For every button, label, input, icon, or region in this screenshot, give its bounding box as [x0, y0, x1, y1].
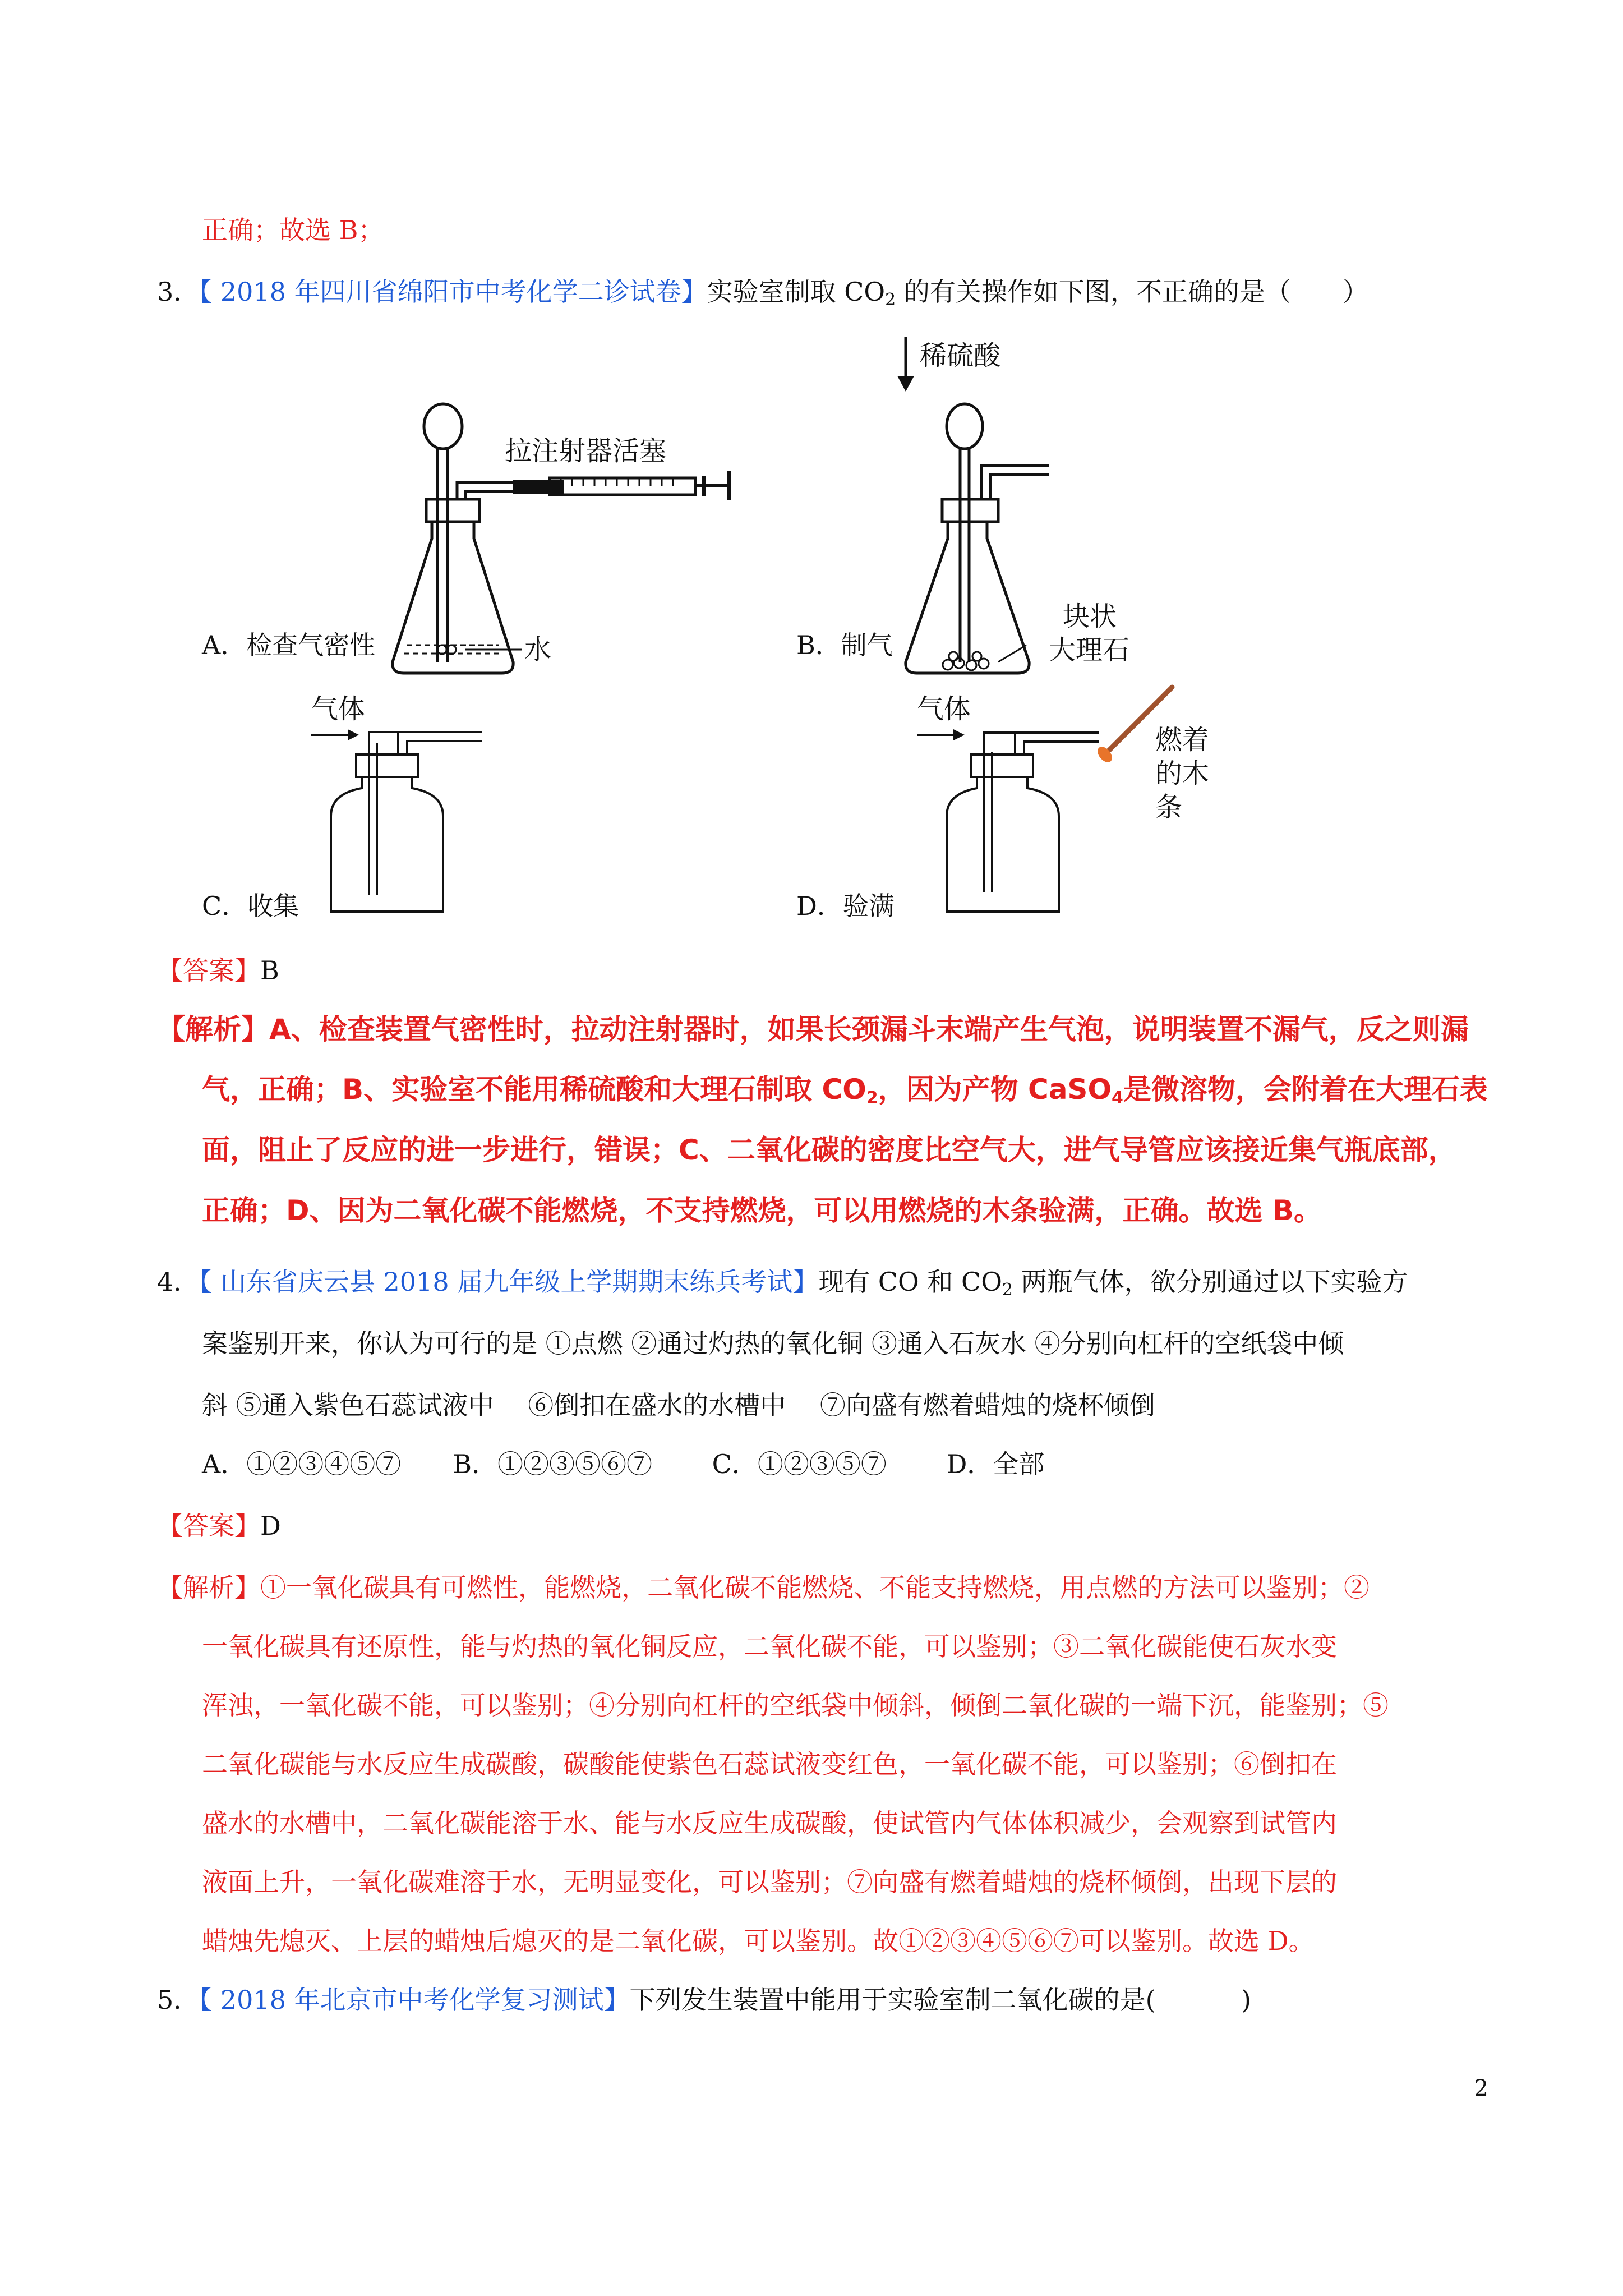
q4-analysis-line-6: 液面上升，一氧化碳难溶于水，无明显变化，可以鉴别；⑦向盛有燃着蜡烛的烧杯倾倒，出现下层的 [202, 1867, 1337, 1897]
fig-d-gas-label: 气体 [917, 693, 971, 725]
fig-d-stick-label-3: 条 [1155, 792, 1183, 823]
q4-answer: 【答案】D [157, 1511, 281, 1541]
q4-analysis-line-7: 蜡烛先熄灭、上层的蜡烛后熄灭的是二氧化碳，可以鉴别。故①②③④⑤⑥⑦可以鉴别。故选 D。 [202, 1926, 1315, 1956]
q4-analysis-line-3: 浑浊，一氧化碳不能，可以鉴别；④分别向杠杆的空纸袋中倾斜，倾倒二氧化碳的一端下沉，能鉴别；⑤ [202, 1690, 1389, 1720]
q4-analysis-line-4: 二氧化碳能与水反应生成碳酸，碳酸能使紫色石蕊试液变红色，一氧化碳不能，可以鉴别；⑥倒扣在 [202, 1749, 1337, 1779]
q4-analysis-line-1: 【解析】①一氧化碳具有可燃性，能燃烧，二氧化碳不能燃烧、不能支持燃烧，用点燃的方法可以鉴别；② [157, 1572, 1370, 1603]
fig-b-acid-label: 稀硫酸 [920, 340, 1001, 371]
fig-d-stick-label-2: 的木 [1155, 758, 1210, 789]
option-b-label: B．制气 [796, 630, 893, 660]
q3-stem: 3．【 2018 年四川省绵阳市中考化学二诊试卷】实验室制取 $CO_2$ 的有关操作如下图，不正确的是（ ） [157, 277, 1368, 310]
q5-number: 5． [157, 1985, 200, 2015]
figure-d-verification [909, 679, 1256, 926]
q4-stem-line-1: 4．【 山东省庆云县 2018 届九年级上学期期末练兵考试】现有 CO 和 $CO_2$ 两瓶气体，欲分别通过以下实验方 [157, 1267, 1408, 1300]
q3-analysis-line-3: 面，阻止了反应的进一步进行，错误；C、二氧化碳的密度比空气大，进气导管应该接近集气瓶底部， [202, 1134, 1456, 1166]
q3-number: 3． [157, 277, 200, 307]
fig-d-stick-label-1: 燃着 [1155, 724, 1210, 756]
figure-a-airtightness [381, 381, 740, 696]
fig-a-water-label: 水 [524, 634, 552, 665]
q3-analysis-line-1: 【解析】A、检查装置气密性时，拉动注射器时，如果长颈漏斗末端产生气泡，说明装置不漏气，反之则漏 [157, 1013, 1469, 1046]
q4-source: 【 山东省庆云县 2018 届九年级上学期期末练兵考试】 [199, 1267, 819, 1297]
q5-stem: 5．【 2018 年北京市中考化学复习测试】下列发生装置中能用于实验室制二氧化碳的是( ) [157, 1985, 1252, 2015]
q4-stem-line-2: 案鉴别开来，你认为可行的是 ①点燃 ②通过灼热的氧化铜 ③通入石灰水 ④分别向杠杆的空纸袋中倾 [202, 1328, 1344, 1359]
q4-analysis-line-5: 盛水的水槽中，二氧化碳能溶于水、能与水反应生成碳酸，使试管内气体体积减少，会观察到试管内 [202, 1808, 1337, 1838]
fig-a-syringe-label: 拉注射器活塞 [505, 435, 667, 467]
q4-stem-line-3: 斜 ⑤通入紫色石蕊试液中 ⑥倒扣在盛水的水槽中 ⑦向盛有燃着蜡烛的烧杯倾倒 [202, 1390, 1155, 1420]
q3-source: 【 2018 年四川省绵阳市中考化学二诊试卷】 [199, 277, 707, 307]
q3-analysis-line-2: 气，正确；B、实验室不能用稀硫酸和大理石制取 $CO_2$，因为产物 CaSO$_4$是微溶物，会附着在大理石表 [202, 1073, 1488, 1108]
option-d-label: D．验满 [796, 891, 895, 921]
q3-answer: 【答案】B [157, 955, 279, 986]
fig-c-gas-label: 气体 [311, 693, 366, 725]
page-number: 2 [1474, 2076, 1488, 2101]
option-a-label: A．检查气密性 [202, 630, 376, 660]
q4-options: A．①②③④⑤⑦ B．①②③⑤⑥⑦ C．①②③⑤⑦ D．全部 [202, 1449, 1045, 1479]
fig-b-solid-label-2: 大理石 [1049, 634, 1130, 666]
figure-c-collection [303, 693, 538, 928]
q5-source: 【 2018 年北京市中考化学复习测试】 [199, 1985, 630, 2015]
fig-b-solid-label-1: 块状 [1063, 601, 1117, 632]
q3-analysis-line-4: 正确；D、因为二氧化碳不能燃烧，不支持燃烧，可以用燃烧的木条验满，正确。故选 B。 [202, 1194, 1322, 1227]
figure-b-gas-production [880, 331, 1228, 690]
q4-analysis-line-2: 一氧化碳具有还原性，能与灼热的氧化铜反应，二氧化碳不能，可以鉴别；③二氧化碳能使石灰水变 [202, 1631, 1337, 1662]
option-c-label: C．收集 [202, 891, 299, 921]
previous-analysis-end: 正确；故选 B； [202, 215, 384, 245]
q4-number: 4． [157, 1267, 200, 1297]
